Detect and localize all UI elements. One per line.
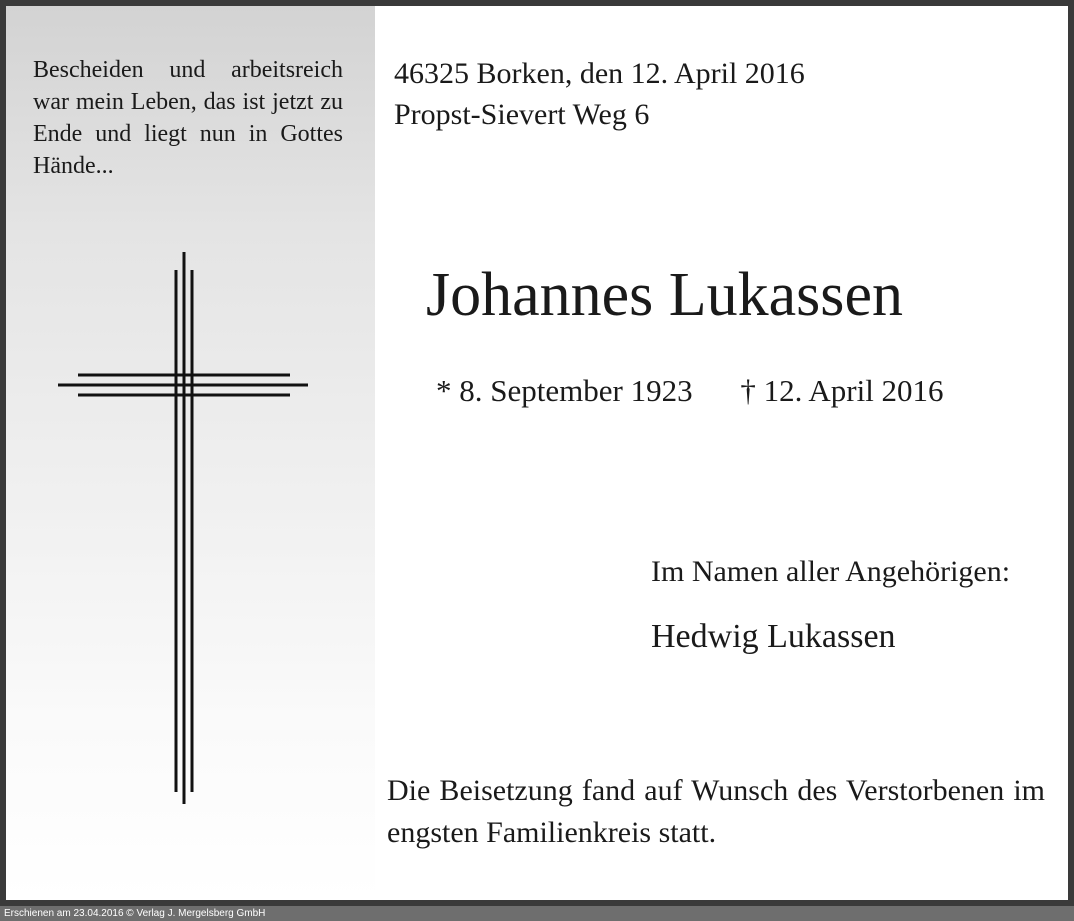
death-date: † 12. April 2016 bbox=[740, 373, 944, 408]
birth-date: * 8. September 1923 bbox=[436, 373, 693, 408]
burial-notice: Die Beisetzung fand auf Wunsch des Verstorbenen im engsten Familienkreis statt. bbox=[387, 774, 1045, 849]
life-dates bbox=[436, 370, 944, 412]
deceased-name: Johannes Lukassen bbox=[426, 261, 903, 329]
relatives-name: Hedwig Lukassen bbox=[651, 618, 896, 655]
side-panel bbox=[6, 6, 375, 900]
cross-icon bbox=[58, 252, 308, 804]
publication-footer: Erschienen am 23.04.2016 © Verlag J. Mergelsberg GmbH bbox=[0, 906, 1074, 921]
street-address: Propst-Sievert Weg 6 bbox=[394, 98, 650, 131]
address-block bbox=[394, 53, 805, 135]
poem-line: war mein Leben, das ist jetzt bbox=[33, 89, 314, 115]
poem-line: zu Ende und liegt nun in bbox=[33, 89, 343, 147]
poem-line: Bescheiden und arbeitsreich bbox=[33, 57, 343, 83]
poem-line: Gottes Hände... bbox=[33, 121, 343, 179]
relatives-label: Im Namen aller Angehörigen: bbox=[651, 555, 1011, 588]
poem bbox=[33, 54, 343, 182]
place-date: 46325 Borken, den 12. April 2016 bbox=[394, 57, 805, 90]
